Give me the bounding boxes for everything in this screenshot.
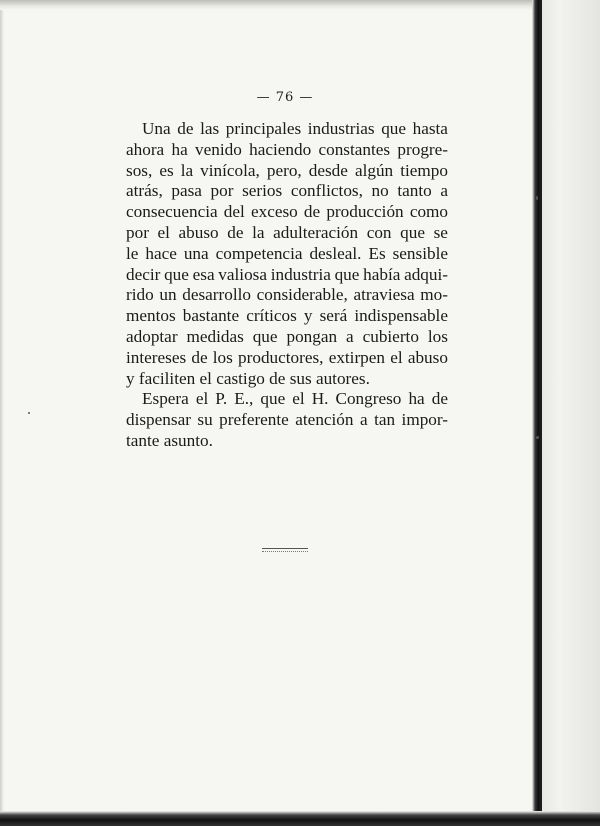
text-line: rido un desarrollo considerable, atraviesa mo- xyxy=(126,285,448,305)
top-edge-shadow xyxy=(0,0,540,10)
text-line: por el abuso de la adulteración con que se xyxy=(126,222,448,242)
text-line: intereses de los productores, extirpen el abuso xyxy=(126,347,448,367)
text-line: dispensar su preferente atención a tan impor- xyxy=(126,410,448,430)
scan-speck xyxy=(536,196,538,200)
right-page-edge xyxy=(532,0,542,826)
page-spine-shadow xyxy=(0,0,4,811)
text-line: mentos bastante críticos y será indispensable xyxy=(126,306,448,326)
body-text xyxy=(126,119,448,452)
text-line: y faciliten el castigo de sus autores. xyxy=(126,368,370,388)
page-number: — 76 — xyxy=(256,90,314,105)
scan-speck xyxy=(536,436,539,439)
text-line: Espera el P. E., que el H. Congreso ha de xyxy=(142,389,448,409)
bottom-page-edge xyxy=(0,811,600,826)
paragraph-2 xyxy=(126,389,448,451)
text-line: le hace una competencia desleal. Es sensible xyxy=(126,243,448,263)
right-margin-strip xyxy=(542,0,600,826)
text-line: adoptar medidas que pongan a cubierto los xyxy=(126,326,448,346)
text-line: decir que esa valiosa industria que había adqui- xyxy=(126,264,448,284)
text-line: atrás, pasa por serios conflictos, no tanto a xyxy=(126,181,448,201)
text-line: ahora ha venido haciendo constantes progre- xyxy=(126,139,448,159)
text-line: Una de las principales industrias que hasta xyxy=(142,119,448,138)
end-ornament-rule xyxy=(262,548,308,552)
scan-speck xyxy=(28,412,30,414)
text-line: tante asunto. xyxy=(126,430,213,450)
text-line: consecuencia del exceso de producción como xyxy=(126,202,448,222)
paragraph-1 xyxy=(126,119,448,389)
text-line: sos, es la vinícola, pero, desde algún tiempo xyxy=(126,160,448,180)
